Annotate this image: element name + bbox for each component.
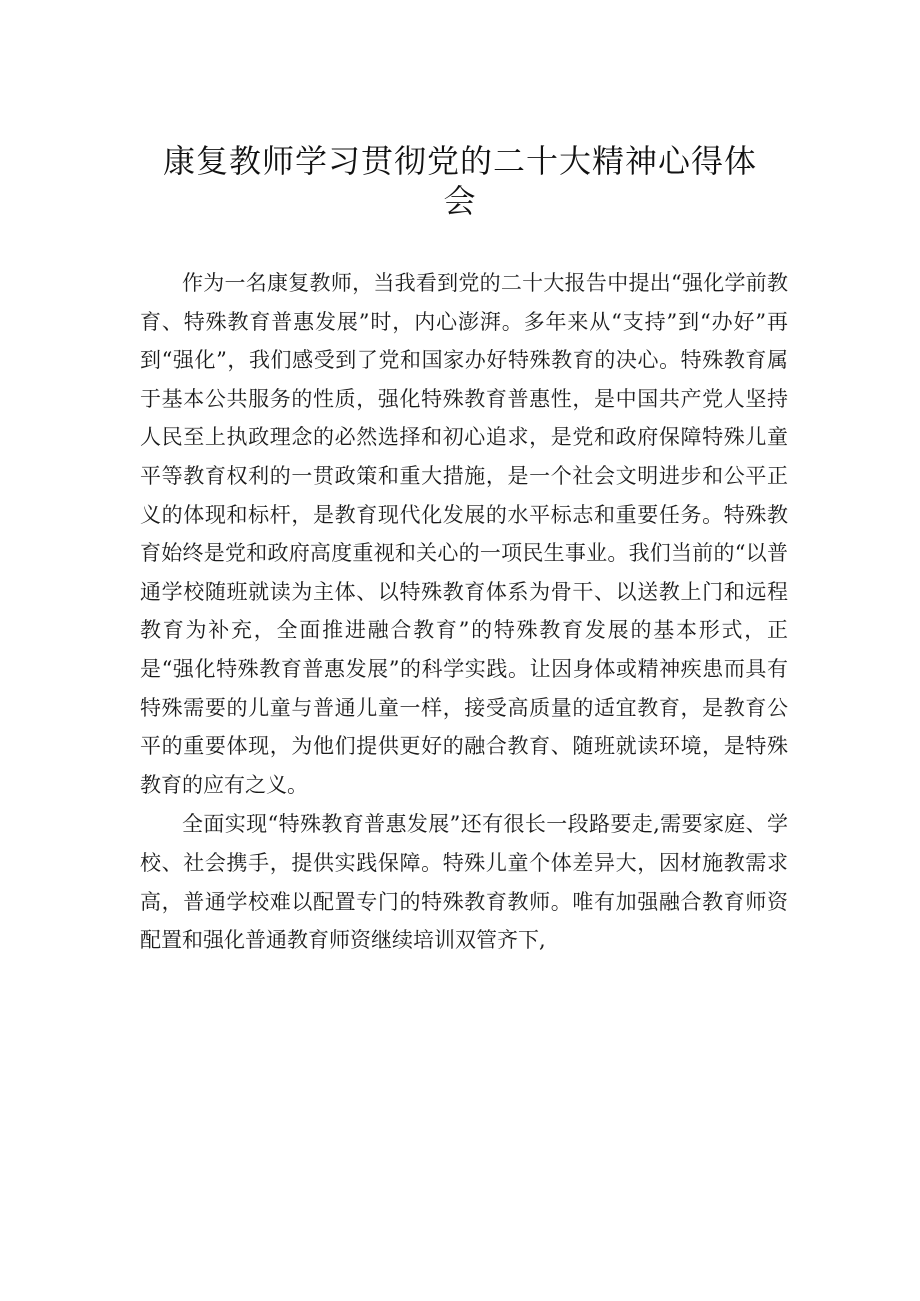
paragraph-1: 作为一名康复教师，当我看到党的二十大报告中提出“强化学前教育、特殊教育普惠发展”时，内心澎湃。多年来从“支持”到“办好”再到“强化”，我们感受到了党和国家办好特殊教育的决心。特殊教育属于基本公共服务的性质，强化特殊教育普惠性，是中国共产党人坚持人民至上执政理念的必然选择和初心追求，是党和政府保障特殊儿童平等教育权利的一贯政策和重大措施，是一个社会文明进步和公平正义的体现和标杆，是教育现代化发展的水平标志和重要任务。特殊教育始终是党和政府高度重视和关心的一项民生事业。我们当前的“以普通学校随班就读为主体、以特殊教育体系为骨干、以送教上门和远程教育为补充，全面推进融合教育”的特殊教育发展的基本形式，正是“强化特殊教育普惠发展”的科学实践。让因身体或精神疾患而具有特殊需要的儿童与普通儿童一样，接受高质量的适宜教育，是教育公平的重要体现，为他们提供更好的融合教育、随班就读环境，是特殊教育的应有之义。 bbox=[140, 271, 788, 797]
document-title-line-2: 会 bbox=[443, 182, 477, 220]
document-body bbox=[140, 264, 788, 960]
document-title bbox=[140, 141, 780, 221]
document-title-line-1: 康复教师学习贯彻党的二十大精神心得体 bbox=[162, 142, 757, 180]
paragraph-2: 全面实现“特殊教育普惠发展”还有很长一段路要走,需要家庭、学校、社会携手，提供实践保障。特殊儿童个体差异大，因材施教需求高，普通学校难以配置专门的特殊教育教师。唯有加强融合教育师资配置和强化普通教育师资继续培训双管齐下, bbox=[140, 812, 788, 953]
